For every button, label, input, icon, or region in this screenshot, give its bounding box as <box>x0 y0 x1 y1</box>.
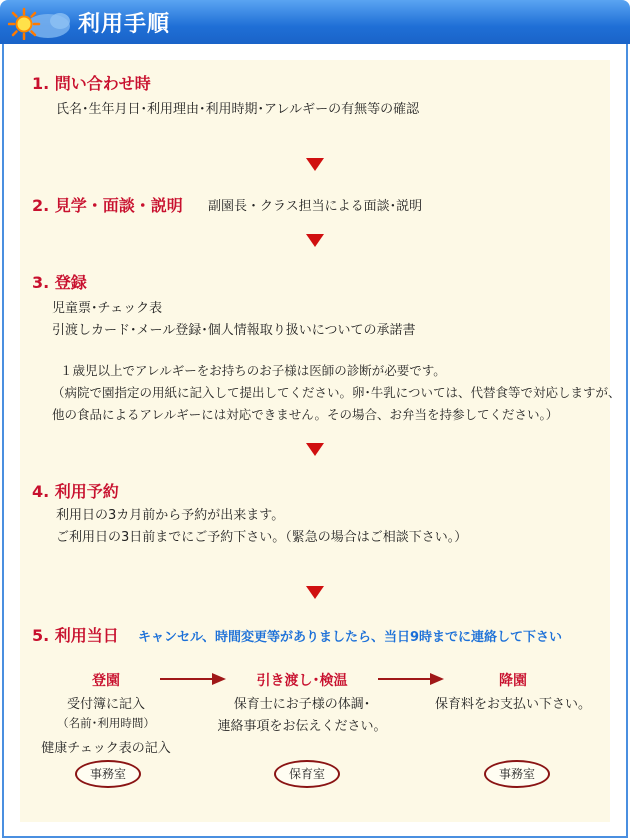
step-title: 登録 <box>54 273 87 292</box>
step-title: 利用当日 <box>54 626 119 645</box>
step-number: 2. <box>32 196 50 215</box>
step-5-notice: キャンセル、時間変更等がありましたら、当日9時までに連絡して下さい <box>138 630 563 645</box>
flow-stage-line: 保育士にお子様の体調･ <box>233 697 371 712</box>
flow-stage-line: 受付簿に記入 <box>66 697 146 712</box>
step-number: 1. <box>32 74 50 93</box>
step-1-heading <box>32 71 151 94</box>
step-4-line: ご利用日の3日前までにご予約下さい。（緊急の場合はご相談下さい。） <box>56 530 468 545</box>
right-arrow-icon <box>160 672 226 686</box>
step-2-text: 副園長・クラス担当による面談･説明 <box>208 199 423 214</box>
flow-stage-line: 保育料をお支払い下さい。 <box>434 697 592 712</box>
step-title: 利用予約 <box>54 482 119 501</box>
step-4-line: 利用日の3カ月前から予約が出来ます。 <box>56 508 285 523</box>
flow-stage-line: （名前･利用時間） <box>57 716 155 730</box>
flow-stage-line: 健康チェック表の記入 <box>41 741 171 756</box>
step-3-line: 引渡しカード･メール登録･個人情報取り扱いについての承諾書 <box>52 323 416 338</box>
down-arrow-icon <box>306 586 324 599</box>
down-arrow-icon <box>306 158 324 171</box>
sun-icon <box>8 6 72 40</box>
flow-stage-title: 登園 <box>92 673 120 689</box>
location-badge: 保育室 <box>274 760 340 788</box>
page-title: 利用手順 <box>78 12 171 37</box>
step-3-note: （病院で園指定の用紙に記入して提出してください。卵･牛乳については、代替食等で対応しますが、 <box>52 385 621 400</box>
down-arrow-icon <box>306 443 324 456</box>
right-arrow-icon <box>378 672 444 686</box>
step-number: 4. <box>32 482 50 501</box>
step-number: 5. <box>32 626 50 645</box>
step-number: 3. <box>32 273 50 292</box>
location-badge: 事務室 <box>484 760 550 788</box>
step-3-line: 児童票･チェック表 <box>52 301 163 316</box>
flow-stage-line: 連絡事項をお伝えください。 <box>217 719 387 734</box>
step-3-heading <box>32 270 87 293</box>
step-title: 問い合わせ時 <box>54 74 151 93</box>
panel-header <box>0 0 630 44</box>
down-arrow-icon <box>306 234 324 247</box>
step-title: 見学・面談・説明 <box>54 196 183 215</box>
step-4-heading <box>32 479 119 502</box>
step-1-text: 氏名･生年月日･利用理由･利用時期･アレルギーの有無等の確認 <box>56 102 420 117</box>
flow-stage-title: 引き渡し･検温 <box>256 673 348 689</box>
step-3-note: 他の食品によるアレルギーには対応できません。その場合、お弁当を持参してください。） <box>52 407 559 422</box>
step-3-note: １歳児以上でアレルギーをお持ちのお子様は医師の診断が必要です。 <box>60 363 446 378</box>
flow-stage-title: 降園 <box>499 673 527 689</box>
location-badge: 事務室 <box>75 760 141 788</box>
step-2-heading <box>32 193 183 216</box>
step-5-heading <box>32 623 119 646</box>
